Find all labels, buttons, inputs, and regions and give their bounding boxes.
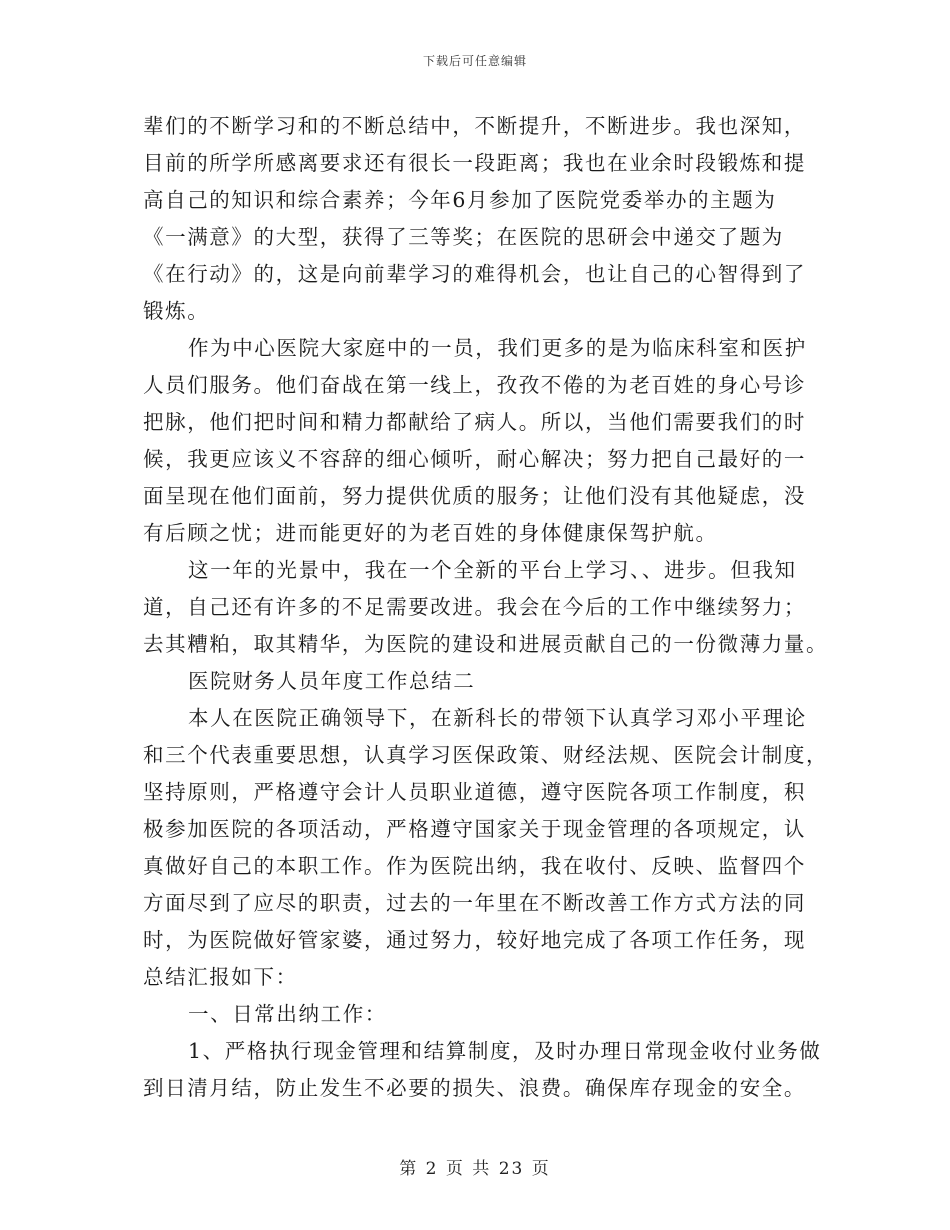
page-header: 下载后可任意编辑: [422, 54, 527, 68]
text-line: 方面尽到了应尽的职责，过去的一年里在不断改善工作方式方法的同: [143, 891, 806, 915]
text-line: 真做好自己的本职工作。作为医院出纳，我在收付、反映、监督四个: [143, 854, 806, 878]
subheading: 一、日常出纳工作：: [188, 1002, 387, 1026]
text-line: 极参加医院的各项活动，严格遵守国家关于现金管理的各项规定，认: [143, 817, 806, 841]
text-line: 时，为医院做好管家婆，通过努力，较好地完成了各项工作任务，现: [143, 928, 806, 952]
text-line: 人员们服务。他们奋战在第一线上，孜孜不倦的为老百姓的身心号诊: [143, 373, 806, 397]
text-line: 目前的所学所感离要求还有很长一段距离；我也在业余时段锻炼和提: [143, 151, 806, 175]
text-line: 高自己的知识和综合素养；今年6月参加了医院党委举办的主题为: [143, 188, 777, 212]
text-line: 候，我更应该义不容辞的细心倾听，耐心解决；努力把自己最好的一: [143, 447, 806, 471]
text-line: 坚持原则，严格遵守会计人员职业道德，遵守医院各项工作制度，积: [143, 780, 806, 804]
text-line: 把脉，他们把时间和精力都献给了病人。所以，当他们需要我们的时: [143, 410, 806, 434]
text-line: 到日清月结，防止发生不必要的损失、浪费。确保库存现金的安全。: [143, 1076, 806, 1100]
text-line: 《一满意》的大型，获得了三等奖；在医院的思研会中递交了题为: [143, 225, 784, 249]
paragraph-start-line: 本人在医院正确领导下，在新科长的带领下认真学习邓小平理论: [188, 706, 807, 730]
paragraph-start-line: 这一年的光景中，我在一个全新的平台上学习、、进步。但我知: [188, 558, 797, 582]
text-line: 总结汇报如下：: [143, 965, 298, 989]
text-line: 辈们的不断学习和的不断总结中，不断提升，不断进步。我也深知，: [143, 114, 806, 138]
paragraph-start-line: 作为中心医院大家庭中的一员，我们更多的是为临床科室和医护: [188, 336, 807, 360]
text-line: 道，自己还有许多的不足需要改进。我会在今后的工作中继续努力；: [143, 595, 806, 619]
paragraph-start-line: 1、严格执行现金管理和结算制度，及时办理日常现金收付业务做: [188, 1039, 822, 1063]
page-number-footer: 第 2 页 共 23 页: [399, 1159, 551, 1179]
section-title: 医院财务人员年度工作总结二: [188, 669, 476, 693]
text-line: 去其糟粕，取其精华，为医院的建设和进展贡献自己的一份微薄力量。: [143, 632, 829, 656]
text-line: 《在行动》的，这是向前辈学习的难得机会，也让自己的心智得到了: [143, 262, 806, 286]
text-line: 面呈现在他们面前，努力提供优质的服务；让他们没有其他疑虑，没: [143, 484, 806, 508]
text-line: 和三个代表重要思想，认真学习医保政策、财经法规、医院会计制度，: [143, 743, 829, 767]
text-line: 有后顾之忧；进而能更好的为老百姓的身体健康保驾护航。: [143, 521, 718, 545]
text-line: 锻炼。: [143, 299, 210, 323]
document-body: [143, 108, 829, 1107]
